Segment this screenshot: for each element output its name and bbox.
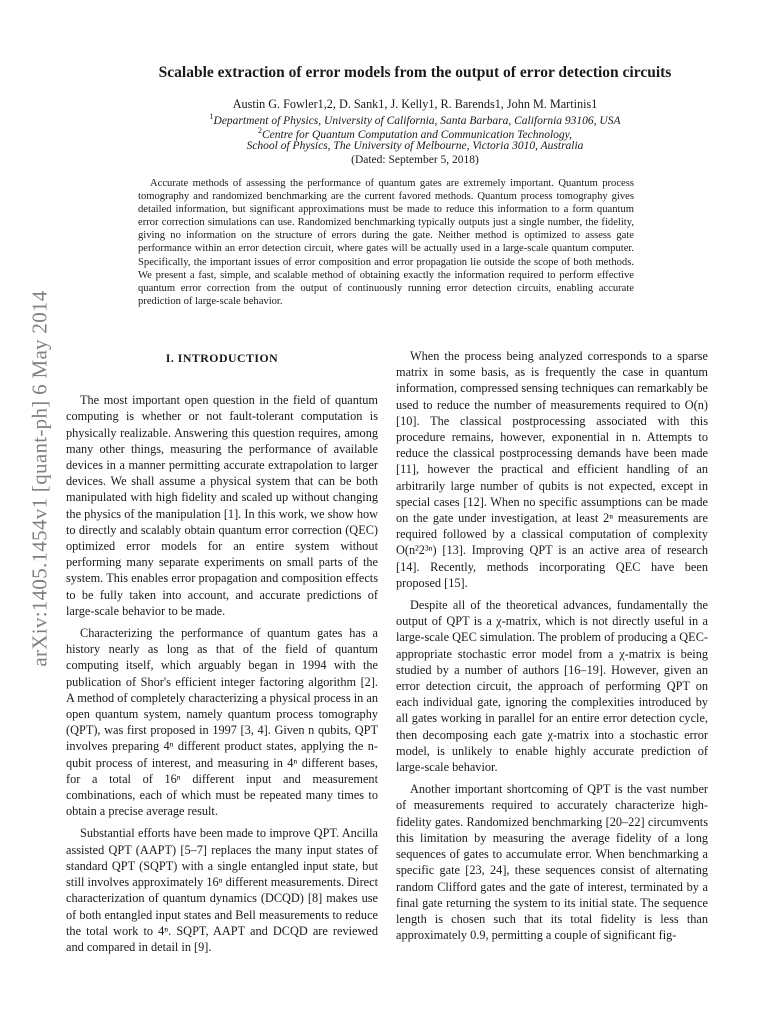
- right-column: [396, 348, 708, 949]
- paragraph: Characterizing the performance of quantum gates has a history nearly as long as that of the field of quantum computing itself, which arguably began in 1994 with the publication of Shor's efficient integer factoring algorithm [2]. A method of completely characterizing a physical process in an open quantum system, namely quantum process tomography (QPT), was first proposed in 1997 [3, 4]. Given n qubits, QPT involves preparing 4ⁿ different product states, applying the n-qubit process of interest, and measuring in 4ⁿ different bases, for a total of 16ⁿ different input and measurement combinations, each of which must be repeated many times to obtain a precise average result.: [66, 626, 378, 819]
- affiliation-1: [60, 112, 768, 127]
- arxiv-identifier: [20, 268, 60, 688]
- paragraph: Substantial efforts have been made to improve QPT. Ancilla assisted QPT (AAPT) [5–7] replaces the many input states of standard QPT (SQPT) with a single entangled input state, but still involves approximately 16ⁿ different measurements. Direct characterization of quantum dynamics (DCQD) [8] makes use of both entangled input states and Bell measurements to reduce the total work to 4ⁿ. SQPT, AAPT and DCQD are reviewed and compared in detail in [9].: [66, 826, 379, 954]
- paragraph: Despite all of the theoretical advances, fundamentally the output of QPT is a χ-matrix, which is not directly useful in a large-scale QEC simulation. The problem of producing a QEC-appropriate stochastic error model from a χ-matrix is being studied by a number of authors [16–19]. However, given an error detection circuit, the approach of performing QPT on each individual gate, ignoring the complexities introduced by all gates working in parallel for an entire error detection cycle, then decomposing each gate χ-matrix into a stochastic error model, is unlikely to enable highly accurate prediction of large-scale behavior.: [396, 598, 708, 775]
- paragraph: The most important open question in the field of quantum computing is whether or not fault-tolerant computation is physically realizable. Answering this question requires, among many other things, measuring the performance of available devices in a manner permitting accurate extrapolation to larger devices. We shall assume a physical system that can be both manipulated with high fidelity and scaled up without changing the physics of the manipulation [1]. In this work, we show how to directly and scalably obtain quantum error correction (QEC) optimized error models for an entire system without performing many separate experiments on small parts of the system. This enables error propagation and composition effects to be fully taken into account, and accurate predictions of large-scale behavior to be made.: [66, 393, 378, 618]
- affiliation-2-mark: 2: [258, 126, 263, 135]
- affiliation-2: [60, 126, 768, 141]
- left-column: [66, 348, 378, 961]
- author-list: Austin G. Fowler1,2, D. Sank1, J. Kelly1, R. Barends1, John M. Martinis1: [232, 97, 598, 111]
- paper-title: Scalable extraction of error models from the output of error detection circuits: [158, 64, 672, 81]
- paragraph: When the process being analyzed corresponds to a sparse matrix in some basis, as is frequently the case in quantum information, compressed sensing techniques can remarkably be used to reduce the number of measurements required to O(n) [10]. The classical postprocessing associated with this procedure remains, however, exponential in n. Attempts to reduce the classical postprocessing demands have been made [11], however the practical and efficient handling of an arbitrarily large number of qubits is not expected, except in special cases [12]. When no specific assumptions can be made on the gate under investigation, at least 2ⁿ measurements are required followed by a classical computation of complexity O(n²2³ⁿ) [13]. Improving QPT is an active area of research [14]. Recently, methods incorporating QEC have been proposed [15].: [396, 349, 708, 590]
- date-line: (Dated: September 5, 2018): [351, 154, 479, 166]
- affiliation-2-text: Centre for Quantum Computation and Communication Technology,: [262, 128, 572, 141]
- paragraph: Another important shortcoming of QPT is the vast number of measurements required to accurately characterize high-fidelity gates. Randomized benchmarking [20–22] circumvents this limitation by measuring the average fidelity of a long sequences of gates to accumulate error. When benchmarking a specific gate [23, 24], these sequences consist of alternating random Clifford gates and the gate of interest, terminated by a final gate returning the system to its initial state. The sequence length is chosen such that its total fidelity is less than approximately 0.9, permitting a couple of significant fig-: [396, 782, 708, 943]
- abstract: Accurate methods of assessing the performance of quantum gates are extremely important. Quantum process tomography and randomized benchmarking are the current favored methods. Quantum process tomography gives detailed information, but significant approximations must be made to reduce this information to a form quantum error correction simulations can use. Randomized benchmarking typically outputs just a single number, the fidelity, giving no information on the structure of errors during the gate. Neither method is optimized to assess gate performance within an error detection circuit, where gates will be actually used in a large-scale quantum computer. Specifically, the important issues of error composition and error propagation lie outside the scope of both methods. We present a fast, simple, and scalable method of obtaining exactly the information required to perform effective quantum error correction from the output of continuously running error detection circuits, enabling accurate prediction of large-scale behavior.: [138, 178, 634, 307]
- affiliation-1-mark: 1: [209, 112, 214, 121]
- arxiv-id-text: arXiv:1405.1454v1 [quant-ph] 6 May 2014: [27, 289, 52, 667]
- affiliation-1-text: Department of Physics, University of California, Santa Barbara, California 93106, USA: [213, 114, 621, 127]
- section-heading: I. INTRODUCTION: [165, 351, 279, 365]
- affiliation-3: School of Physics, The University of Melbourne, Victoria 3010, Australia: [246, 140, 584, 152]
